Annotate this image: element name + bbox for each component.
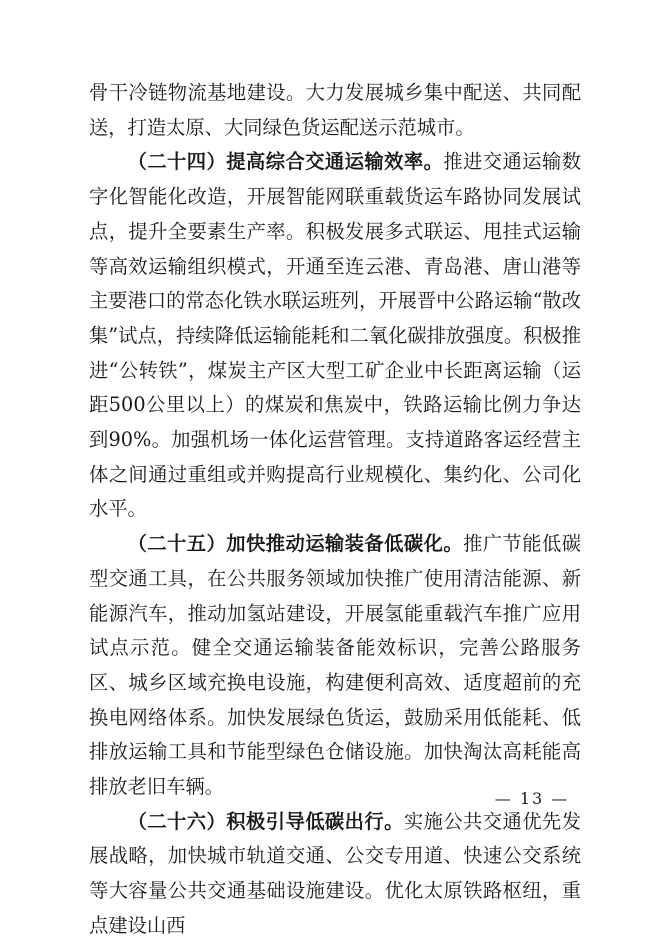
page-number: — 13 — [494,789,570,808]
paragraph-body: 骨干冷链物流基地建设。大力发展城乡集中配送、共同配送，打造太原、大同绿色货运配送示范城市。 [89,81,581,139]
paragraph-heading: （二十四）提高综合交通运输效率。 [127,150,444,174]
paragraph-25 [89,527,581,805]
paragraph-continuation [89,76,581,145]
paragraph-24 [89,145,581,527]
paragraph-heading: （二十六）积极引导低碳出行。 [127,809,404,833]
paragraph-body: 推进交通运输数字化智能化改造，开展智能网联重载货运车路协同发展试点，提升全要素生产率。积极发展多式联运、甩挂式运输等高效运输组织模式，开通至连云港、青岛港、唐山港等主要港口的常态化铁水联运班列，开展晋中公路运输“散改集”试点，持续降低运输能耗和二氧化碳排放强度。积极推进“公转铁”，煤炭主产区大型工矿企业中长距离运输（运距500公里以上）的煤炭和焦炭中，铁路运输比例力争达到90%。加强机场一体化运营管理。支持道路客运经营主体之间通过重组或并购提高行业规模化、集约化、公司化水平。 [89,150,582,521]
paragraph-body: 推广节能低碳型交通工具，在公共服务领域加快推广使用清洁能源、新能源汽车，推动加氢站建设，开展氢能重载汽车推广应用试点示范。健全交通运输装备能效标识，完善公路服务区、城乡区域充换电设施，构建便利高效、适度超前的充换电网络体系。加快发展绿色货运，鼓励采用低能耗、低排放运输工具和节能型绿色仓储设施。加快淘汰高耗能高排放老旧车辆。 [89,532,582,799]
paragraph-body: 实施公共交通优先发展战略，加快城市轨道交通、公交专用道、快速公交系统等大容量公共交通基础设施建设。优化太原铁路枢纽，重点建设山西 [89,809,582,937]
paragraph-26 [89,805,581,944]
body-text [89,76,581,944]
paragraph-heading: （二十五）加快推动运输装备低碳化。 [127,532,464,556]
